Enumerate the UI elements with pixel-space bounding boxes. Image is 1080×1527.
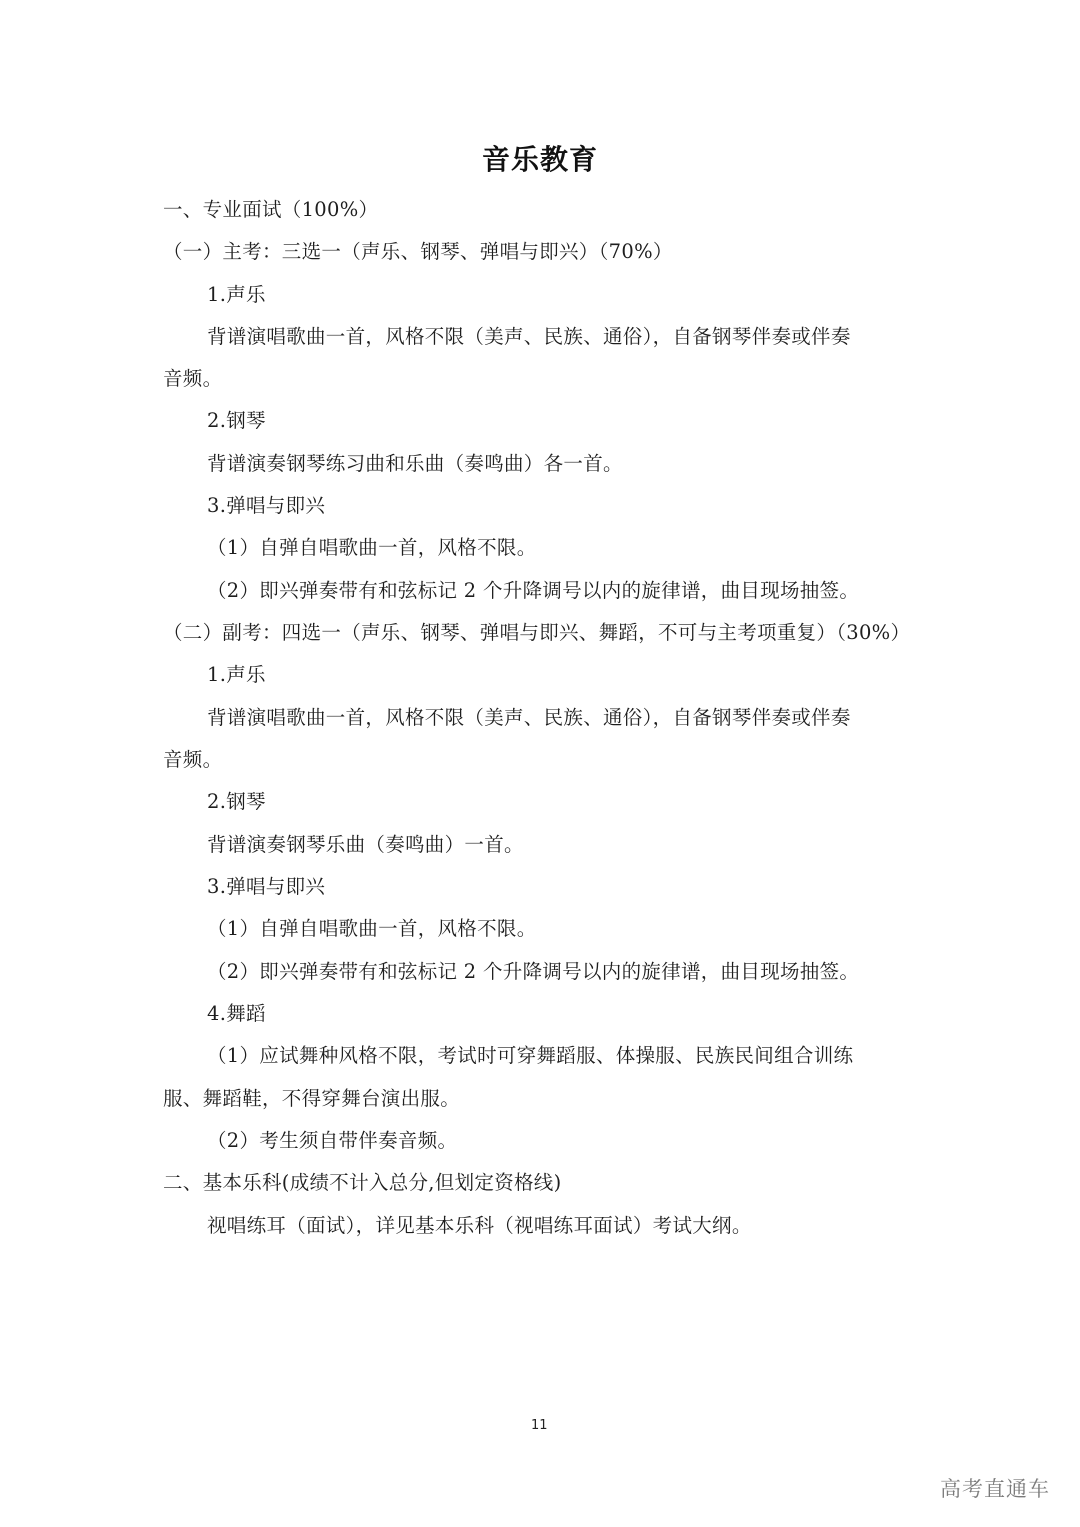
- text-line: 背谱演唱歌曲一首，风格不限（美声、民族、通俗），自备钢琴伴奏或伴奏: [207, 325, 851, 348]
- text-line: 4.舞蹈: [207, 1002, 266, 1025]
- text-line: （2）即兴弹奏带有和弦标记 2 个升降调号以内的旋律谱，曲目现场抽签。: [207, 579, 860, 602]
- text-line: 2.钢琴: [207, 409, 266, 432]
- text-line: 背谱演奏钢琴乐曲（奏鸣曲）一首。: [207, 833, 524, 856]
- text-line: 背谱演唱歌曲一首，风格不限（美声、民族、通俗），自备钢琴伴奏或伴奏: [207, 706, 851, 729]
- page-title: 音乐教育: [481, 143, 598, 176]
- text-line: 服、舞蹈鞋，不得穿舞台演出服。: [163, 1087, 461, 1110]
- text-line: （2）即兴弹奏带有和弦标记 2 个升降调号以内的旋律谱，曲目现场抽签。: [207, 960, 860, 983]
- text-line: （1）应试舞种风格不限，考试时可穿舞蹈服、体操服、民族民间组合训练: [207, 1044, 854, 1067]
- text-line: （2）考生须自带伴奏音频。: [207, 1129, 458, 1152]
- text-line: （1）自弹自唱歌曲一首，风格不限。: [207, 917, 537, 940]
- text-line: 音频。: [163, 748, 223, 771]
- text-line: 音频。: [163, 367, 223, 390]
- text-line: 3.弹唱与即兴: [207, 494, 326, 517]
- page-number: 11: [531, 1418, 548, 1433]
- text-line: 一、专业面试（100%）: [163, 198, 379, 221]
- text-line: 1.声乐: [207, 283, 266, 306]
- text-line: 背谱演奏钢琴练习曲和乐曲（奏鸣曲）各一首。: [207, 452, 623, 475]
- text-line: 1.声乐: [207, 663, 266, 686]
- text-line: （一）主考：三选一（声乐、钢琴、弹唱与即兴）（70%）: [163, 240, 673, 263]
- text-line: 2.钢琴: [207, 790, 266, 813]
- text-line: 3.弹唱与即兴: [207, 875, 326, 898]
- text-line: 二、基本乐科(成绩不计入总分,但划定资格线): [163, 1171, 562, 1194]
- text-line: 视唱练耳（面试），详见基本乐科（视唱练耳面试）考试大纲。: [207, 1214, 752, 1237]
- watermark-text: 高考直通车: [940, 1477, 1050, 1501]
- text-line: （1）自弹自唱歌曲一首，风格不限。: [207, 536, 537, 559]
- text-line: （二）副考：四选一（声乐、钢琴、弹唱与即兴、舞蹈，不可与主考项重复）（30%）: [163, 621, 911, 644]
